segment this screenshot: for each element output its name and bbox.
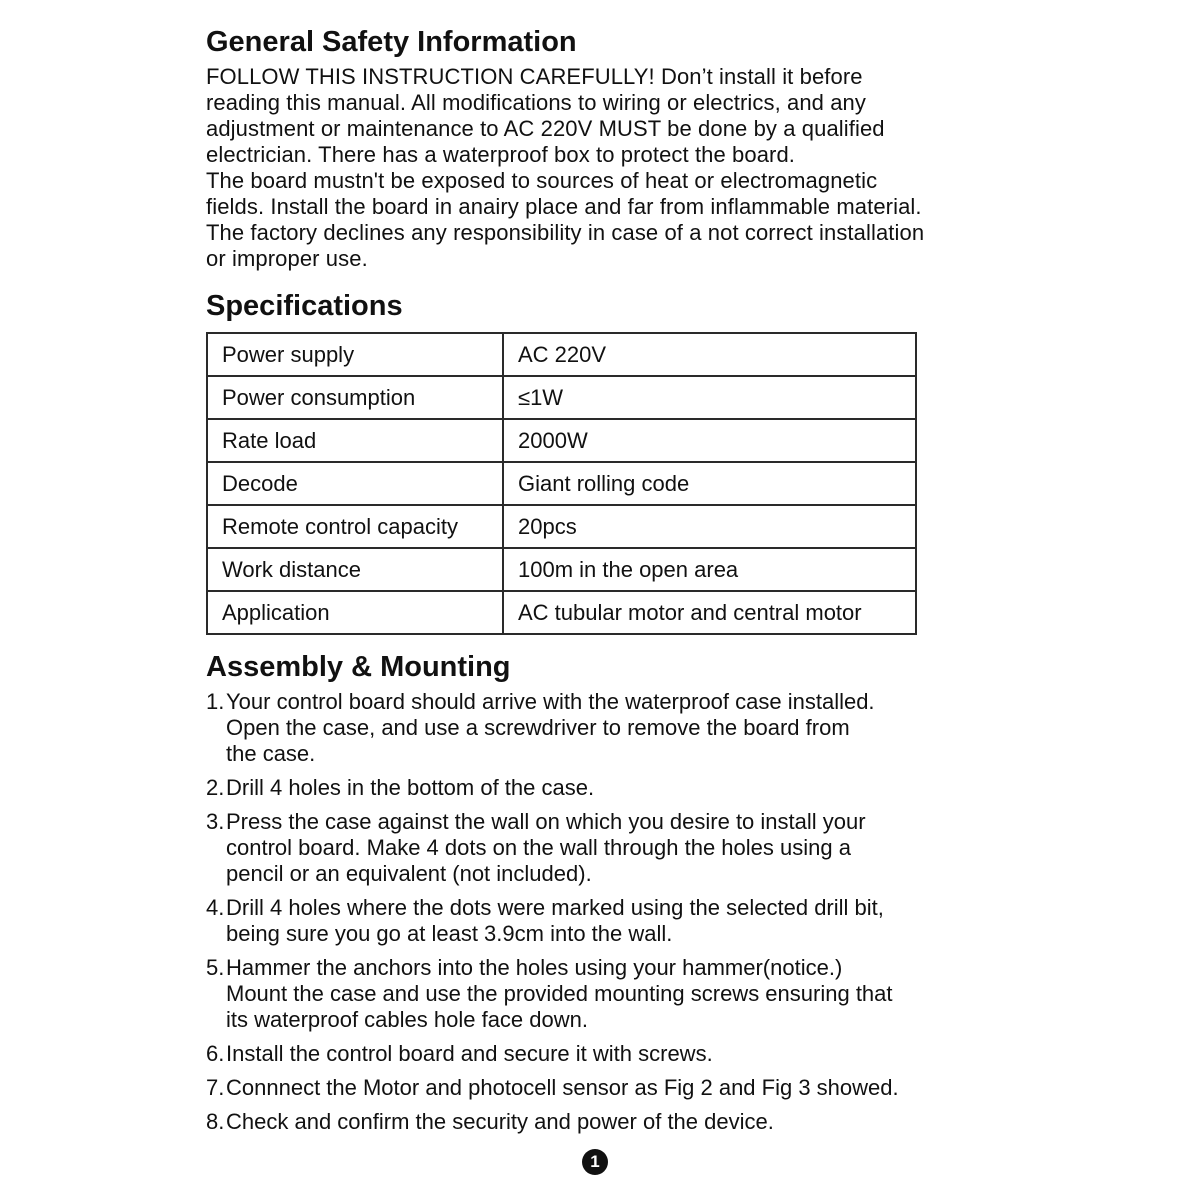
safety-line: or improper use. [206,246,368,271]
manual-page [206,24,1026,1143]
spec-label: Application [207,591,503,634]
table-row [207,376,916,419]
spec-value: 2000W [503,419,916,462]
list-item [206,775,1026,801]
safety-heading: General Safety Information [206,26,577,58]
assembly-steps-list [206,689,1026,1135]
step-number: 5. [206,955,225,980]
step-line: Install the control board and secure it with screws. [226,1041,713,1066]
list-item [206,689,1026,767]
spec-label: Decode [207,462,503,505]
safety-paragraph [206,64,1026,272]
list-item [206,1109,1026,1135]
step-number: 1. [206,689,225,714]
step-line: Open the case, and use a screwdriver to remove the board from [226,715,850,740]
safety-line: adjustment or maintenance to AC 220V MUST be done by a qualified [206,116,885,141]
spec-value: 100m in the open area [503,548,916,591]
step-line: Check and confirm the security and power of the device. [226,1109,774,1134]
list-item [206,1041,1026,1067]
step-line: Drill 4 holes in the bottom of the case. [226,775,595,800]
table-row [207,505,916,548]
table-row [207,462,916,505]
list-item [206,809,1026,887]
step-line: Connnect the Motor and photocell sensor as Fig 2 and Fig 3 showed. [226,1075,899,1100]
step-number: 3. [206,809,225,834]
safety-line: fields. Install the board in anairy place and far from inflammable material. [206,194,922,219]
step-line: Your control board should arrive with the waterproof case installed. [226,689,875,714]
safety-line: FOLLOW THIS INSTRUCTION CAREFULLY! Don’t install it before [206,64,863,89]
spec-value: ≤1W [503,376,916,419]
step-number: 7. [206,1075,225,1100]
spec-label: Power supply [207,333,503,376]
step-number: 6. [206,1041,225,1066]
specifications-heading: Specifications [206,290,403,322]
step-number: 4. [206,895,225,920]
table-row [207,333,916,376]
step-number: 2. [206,775,225,800]
list-item [206,1075,1026,1101]
step-line: control board. Make 4 dots on the wall through the holes using a [226,835,851,860]
step-line: being sure you go at least 3.9cm into the wall. [226,921,673,946]
spec-label: Power consumption [207,376,503,419]
page-number-badge: 1 [582,1149,608,1175]
safety-line: reading this manual. All modifications to wiring or electrics, and any [206,90,866,115]
spec-label: Rate load [207,419,503,462]
step-line: the case. [226,741,316,766]
spec-label: Work distance [207,548,503,591]
table-row [207,591,916,634]
step-line: Mount the case and use the provided mounting screws ensuring that [226,981,893,1006]
spec-value: AC tubular motor and central motor [503,591,916,634]
safety-line: electrician. There has a waterproof box to protect the board. [206,142,796,167]
list-item [206,895,1026,947]
safety-line: The board mustn't be exposed to sources of heat or electromagnetic [206,168,878,193]
step-line: Hammer the anchors into the holes using your hammer(notice.) [226,955,843,980]
step-number: 8. [206,1109,225,1134]
specifications-table [206,332,917,635]
list-item [206,955,1026,1033]
spec-value: 20pcs [503,505,916,548]
table-row [207,419,916,462]
step-line: pencil or an equivalent (not included). [226,861,592,886]
spec-value: AC 220V [503,333,916,376]
spec-value: Giant rolling code [503,462,916,505]
safety-line: The factory declines any responsibility in case of a not correct installation [206,220,925,245]
spec-label: Remote control capacity [207,505,503,548]
assembly-heading: Assembly & Mounting [206,651,511,683]
table-row [207,548,916,591]
step-line: Press the case against the wall on which you desire to install your [226,809,866,834]
step-line: its waterproof cables hole face down. [226,1007,588,1032]
step-line: Drill 4 holes where the dots were marked using the selected drill bit, [226,895,884,920]
